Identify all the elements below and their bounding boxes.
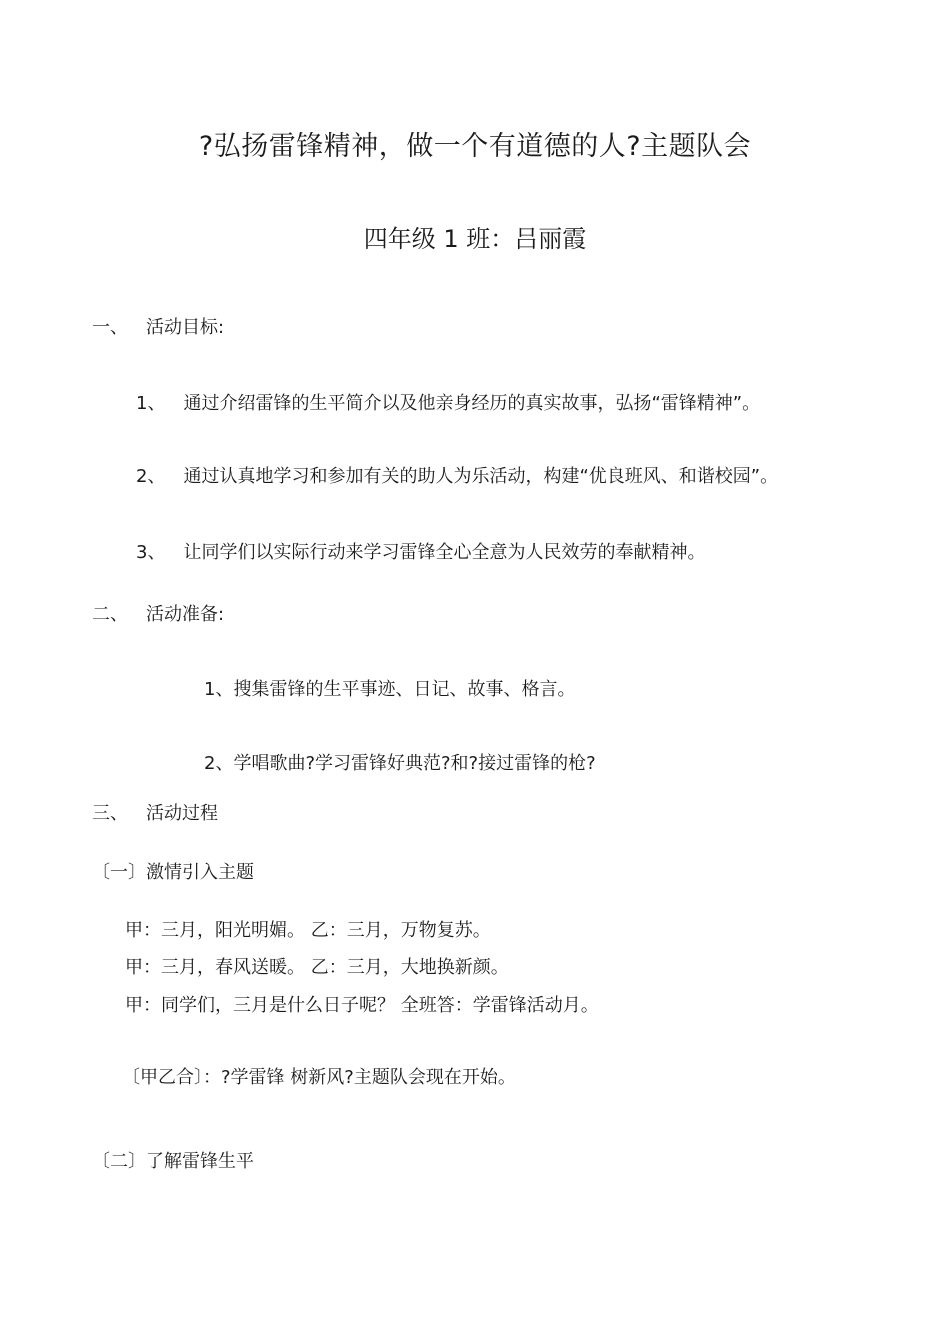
prep-item-1: 1、搜集雷锋的生平事迹、日记、故事、格言。 [204,679,576,700]
goal-item-2 [136,465,778,489]
section-1-number: 一、 [92,317,128,338]
section-3-title: 活动过程 [146,803,218,824]
goal-item-1-number: 1、 [136,393,166,414]
author-line: 四年级 1 班：吕丽霞 [363,225,587,253]
dialogue-line-1: 甲：三月，阳光明媚。 乙：三月，万物复苏。 [125,920,491,941]
goal-item-1-text: 通过介绍雷锋的生平简介以及他亲身经历的真实故事，弘扬“雷锋精神”。 [183,393,761,414]
section-3-heading [92,802,218,826]
goal-item-2-number: 2、 [136,466,166,487]
section-2-title: 活动准备: [146,604,225,625]
goal-item-3-text: 让同学们以实际行动来学习雷锋全心全意为人民效劳的奉献精神。 [183,542,706,563]
dialogue-closing: 〔甲乙合〕：?学雷锋 树新风?主题队会现在开始。 [122,1067,516,1088]
prep-item-2: 2、学唱歌曲?学习雷锋好典范?和?接过雷锋的枪? [204,753,596,774]
goal-item-1 [136,392,760,416]
dialogue-line-2: 甲：三月，春风送暖。 乙：三月，大地换新颜。 [125,957,509,978]
section-2-number: 二、 [92,604,128,625]
goal-item-3-number: 3、 [136,542,166,563]
subsection-1-heading: 〔一〕激情引入主题 [92,862,254,883]
section-2-heading [92,603,224,627]
goal-item-3 [136,541,705,565]
goal-item-2-text: 通过认真地学习和参加有关的助人为乐活动，构建“优良班风、和谐校园”。 [183,466,779,487]
document-title: ?弘扬雷锋精神，做一个有道德的人?主题队会 [198,131,752,162]
dialogue-line-3: 甲：同学们，三月是什么日子呢？ 全班答：学雷锋活动月。 [125,995,599,1016]
subsection-2-heading: 〔二〕了解雷锋生平 [92,1151,254,1172]
section-3-number: 三、 [92,803,128,824]
section-1-title: 活动目标: [146,317,225,338]
section-1-heading [92,316,224,340]
